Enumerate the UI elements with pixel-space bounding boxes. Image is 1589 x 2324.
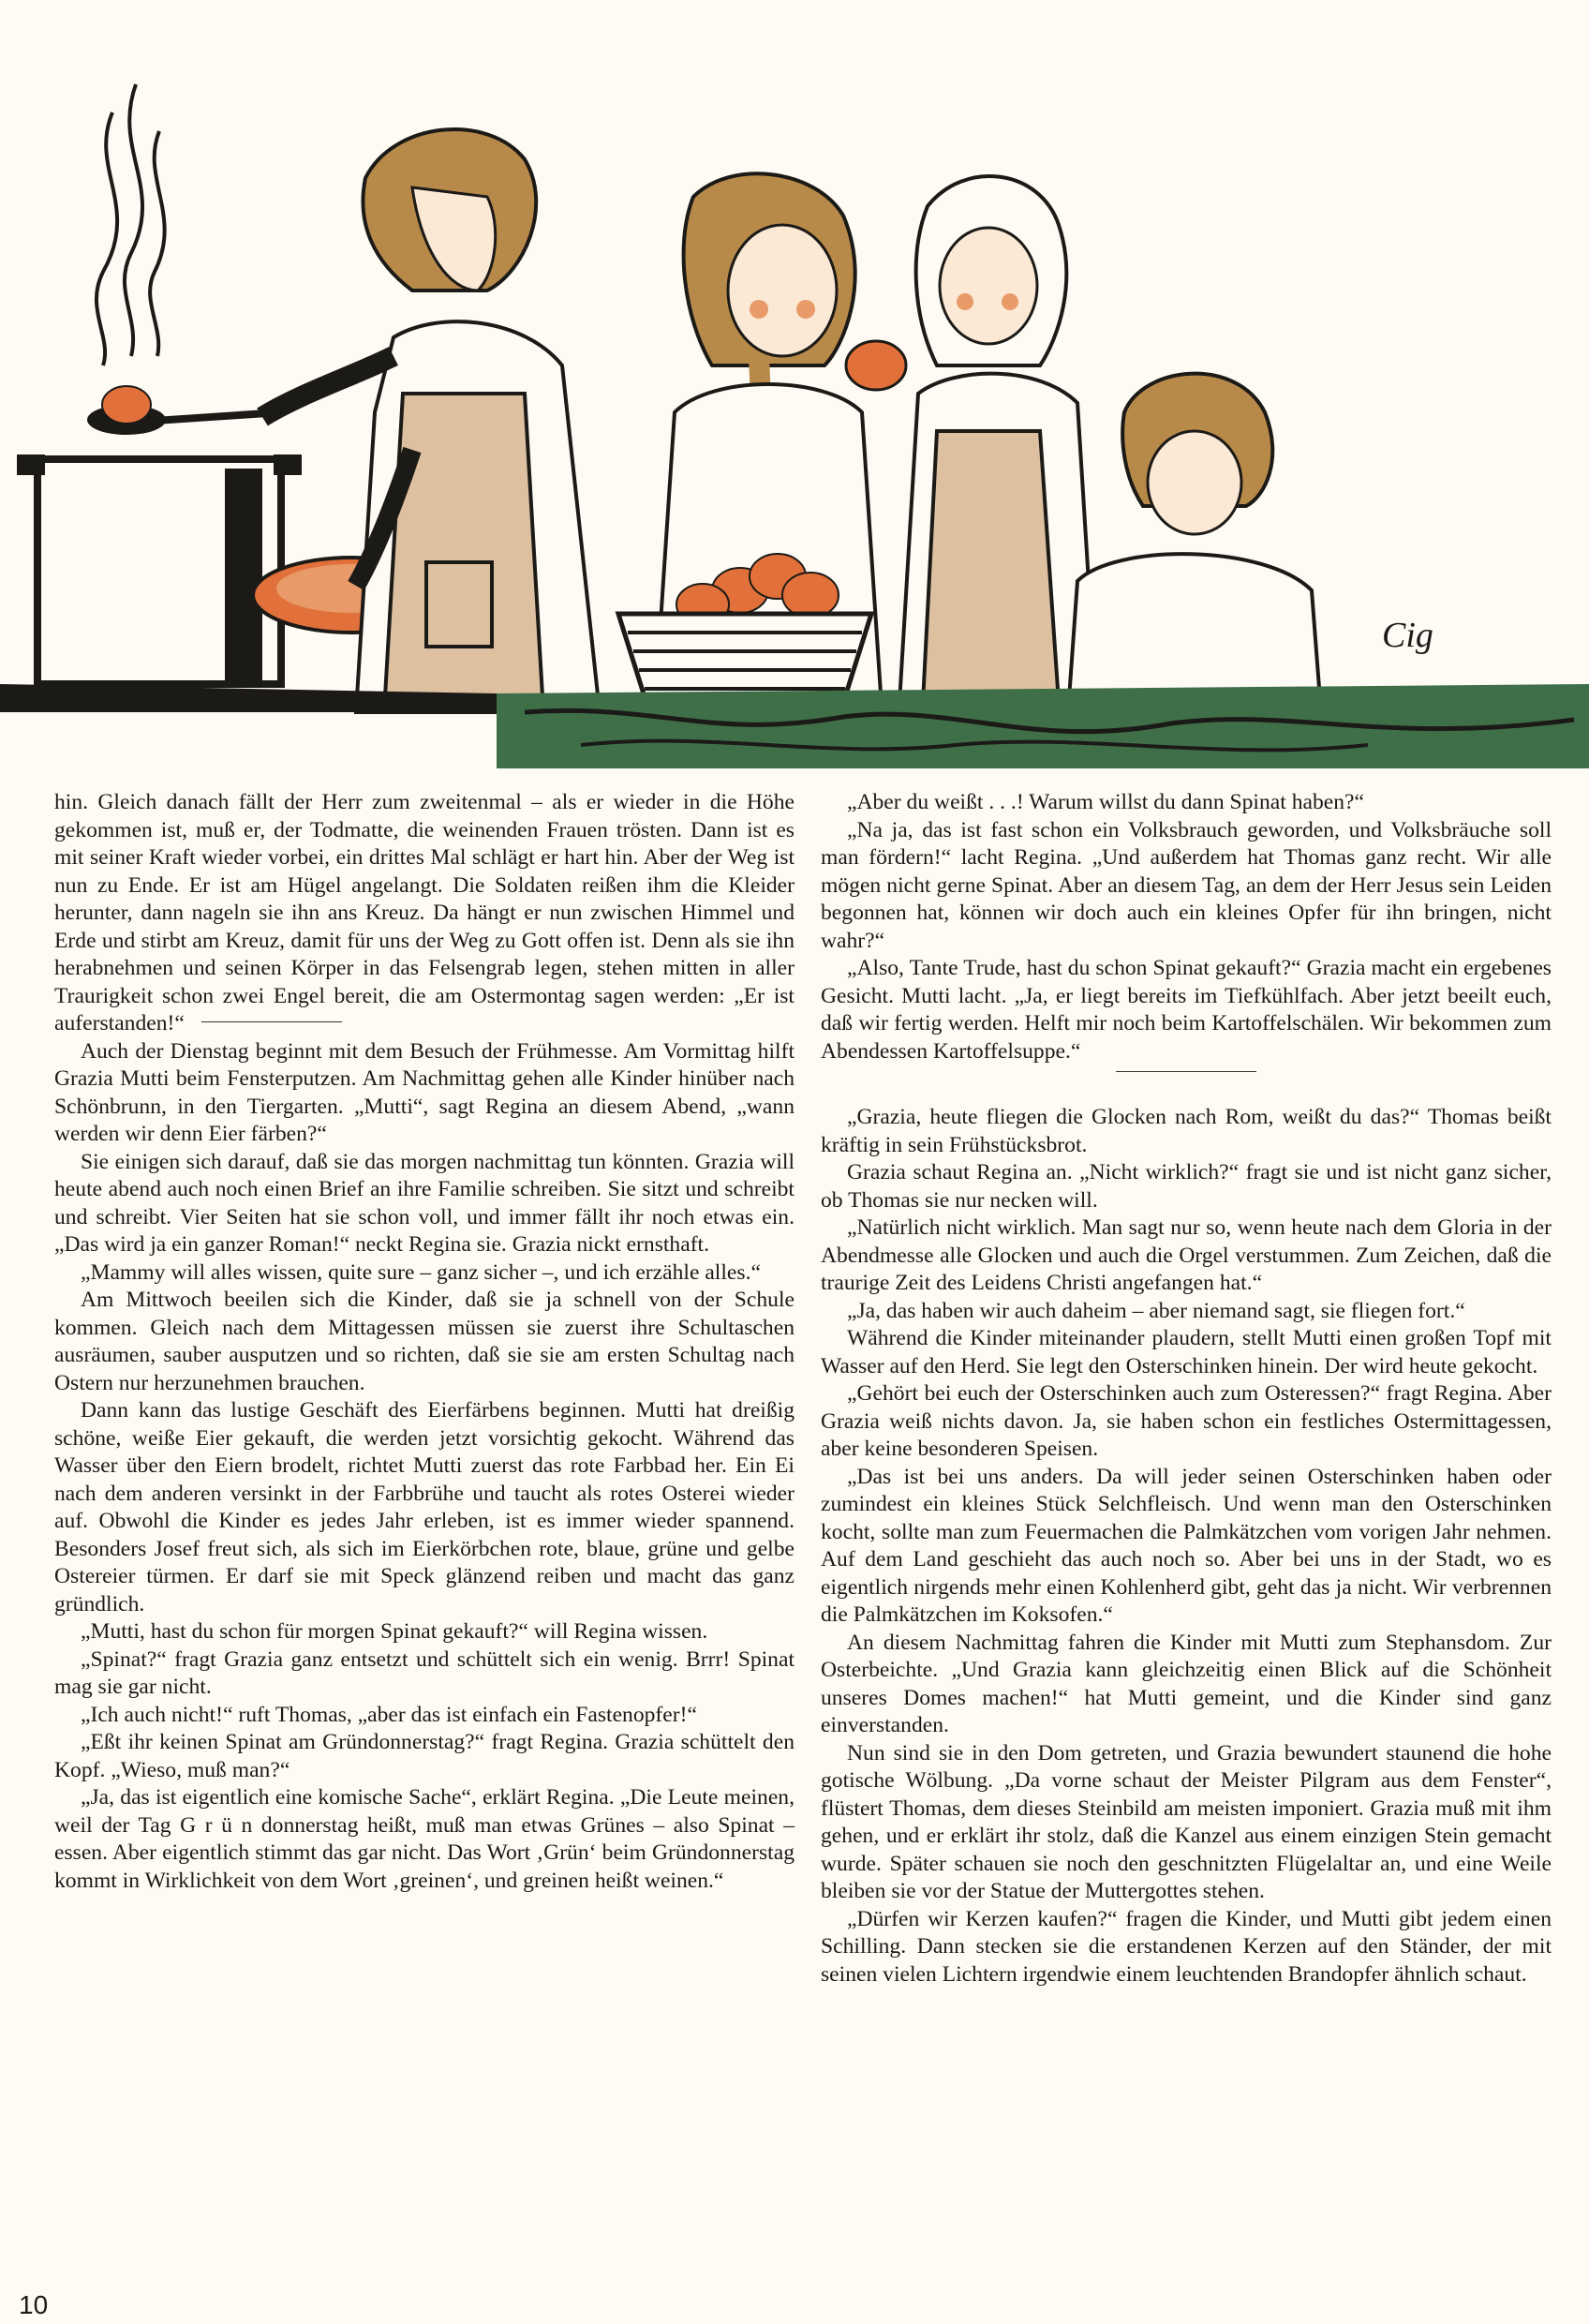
paragraph: „Spinat?“ fragt Grazia ganz entsetzt und schüttelt sich ein wenig. Brrr! Spinat mag sie gar nicht. bbox=[54, 1646, 794, 1699]
steam-lines bbox=[97, 84, 165, 365]
artist-signature: Cig bbox=[1382, 616, 1433, 655]
paragraph: Auch der Dienstag beginnt mit dem Besuch der Frühmesse. Am Vormittag hilft Grazia Mutti beim Fensterputzen. Am Nachmittag gehen alle Kinder hinüber nach Schönbrunn, in den Tiergarten. „Mutti“, sagt Regina an diesem Abend, „wann werden wir denn Eier färben?“ bbox=[54, 1038, 794, 1146]
boy-figure bbox=[1068, 374, 1321, 712]
paragraph: An diesem Nachmittag fahren die Kinder mit Mutti zum Stephansdom. Zur Osterbeichte. „Und Grazia kann gleichzeitig einen Blick auf die Schönheit unseres Domes machen!“ hat Mutti gemeint, und die Kinder sind ganz einverstanden. bbox=[821, 1630, 1552, 1737]
paragraph: „Gehört bei euch der Osterschinken auch zum Osteressen?“ fragt Regina. Aber Grazia weiß nichts davon. Ja, sie haben schon ein festliches Ostermittagessen, aber keine besonderen Speisen. bbox=[821, 1381, 1552, 1461]
paragraph: „Ja, das ist eigentlich eine komische Sache“, erklärt Regina. „Die Leute meinen, weil der Tag G r ü n donnerstag heißt, muß man etwas Grünes – also Spinat – essen. Aber eigentlich stimmt das gar nicht. Das Wort ‚Grün‘ beim Gründonnerstag kommt in Wirklichkeit von dem Wort ‚greinen‘, und greinen heißt weinen.“ bbox=[54, 1785, 794, 1893]
paragraph: „Also, Tante Trude, hast du schon Spinat gekauft?“ Grazia macht ein ergebenes Gesicht. Mutti lacht. „Ja, er liegt bereits im Tiefkühlfach. Aber jetzt beeilt euch, daß wir fertig werden. Helft mir noch beim Kartoffelschälen. Wir bekommen zum Abendessen Kartoffelsuppe.“ bbox=[821, 956, 1552, 1064]
page-number: 10 bbox=[19, 2290, 49, 2319]
left-text-column bbox=[54, 789, 794, 1895]
paragraph: „Ja, das haben wir auch daheim – aber niemand sagt, sie fliegen fort.“ bbox=[847, 1298, 1465, 1323]
paragraph: Nun sind sie in den Dom getreten, und Grazia bewundert staunend die hohe gotische Wölbung. „Da vorne schaut der Meister Pilgram aus dem Fenster“, flüstert Thomas, dem dieses Steinbild am meisten imponiert. Grazia muß mit ihm gehen, und er erklärt ihr stolz, daß die Kanzel aus einem einzigen Stein gemacht wurde. Später schauen sie noch den geschnitzten Flügelaltar an, und eine Weile bleiben sie vor der Statue der Muttergottes stehen. bbox=[821, 1740, 1552, 1903]
paragraph: „Mammy will alles wissen, quite sure – ganz sicher –, und ich erzähle alles.“ bbox=[81, 1259, 761, 1285]
paragraph: „Grazia, heute fliegen die Glocken nach Rom, weißt du das?“ Thomas beißt kräftig in sein Frühstücksbrot. bbox=[821, 1105, 1552, 1157]
paragraph: „Mutti, hast du schon für morgen Spinat gekauft?“ will Regina wissen. bbox=[81, 1619, 708, 1644]
section-divider bbox=[201, 1021, 342, 1022]
section-gap bbox=[821, 1080, 1552, 1104]
family-cooking-eggs-illustration bbox=[0, 56, 1589, 768]
paragraph: Am Mittwoch beeilen sich die Kinder, daß sie ja schnell von der Schule kommen. Gleich nach dem Mittagessen müssen sie zuerst ihre Schultaschen ausräumen, sauber ausputzen und so richten, daß sie sie am ersten Schultag nach Ostern nur herzunehmen brauchen. bbox=[54, 1288, 794, 1395]
paragraph: „Das ist bei uns anders. Da will jeder seinen Osterschinken haben oder zumindest ein kleines Stück Selchfleisch. Und wenn man den Osterschinken kocht, sollte man zum Feuermachen die Palmkätzchen vom vorigen Jahr nehmen. Auf dem Land geschieht das auch noch so. Aber bei uns in der Stadt, wo es eigentlich nirgends mehr einen Kohlenherd gibt, geht das ja nicht. Wir verbrennen die Palmkätzchen im Koksofen.“ bbox=[821, 1464, 1552, 1627]
paragraph: „Natürlich nicht wirklich. Man sagt nur so, wenn heute nach dem Gloria in der Abendmesse alle Glocken und auch die Orgel verstummen. Zum Zeichen, daß die traurige Zeit des Leidens Christi angefangen hat.“ bbox=[821, 1215, 1552, 1295]
right-text-column bbox=[821, 789, 1552, 1989]
paragraph: Grazia schaut Regina an. „Nicht wirklich?“ fragt sie und ist nicht ganz sicher, ob Thomas sie nur necken will. bbox=[821, 1160, 1552, 1213]
spoon-with-egg bbox=[87, 386, 281, 435]
paragraph: Während die Kinder miteinander plaudern, stellt Mutti einen großen Topf mit Wasser auf den Herd. Sie legt den Osterschinken hinein. Der wird heute gekocht. bbox=[821, 1326, 1552, 1378]
paragraph: „Na ja, das ist fast schon ein Volksbrauch geworden, und Volksbräuche soll man fördern!“ lacht Regina. „Und außerdem hat Thomas ganz recht. Wir alle mögen nicht gerne Spinat. Aber an diesem Tag, an dem der Herr Jesus sein Leiden begonnen hat, können wir doch auch ein kleines Opfer für ihn bringen, nicht wahr?“ bbox=[821, 817, 1552, 953]
paragraph: „Dürfen wir Kerzen kaufen?“ fragen die Kinder, und Mutti gibt jedem einen Schilling. Dann stecken sie die erstandenen Kerzen auf den Ständer, der mit seinen vielen Lichtern irgendwie einem leuchtenden Brandopfer ähnlich schaut. bbox=[821, 1906, 1552, 1987]
paragraph: „Aber du weißt . . .! Warum willst du dann Spinat haben?“ bbox=[847, 790, 1364, 814]
paragraph: „Ich auch nicht!“ ruft Thomas, „aber das ist einfach ein Fastenopfer!“ bbox=[81, 1702, 697, 1727]
paragraph bbox=[54, 789, 794, 1038]
older-girl-figure bbox=[899, 176, 1096, 703]
section-divider bbox=[1116, 1071, 1256, 1072]
paragraph: „Eßt ihr keinen Spinat am Gründonnerstag?“ fragt Regina. Grazia schüttelt den Kopf. „Wieso, muß man?“ bbox=[54, 1730, 794, 1782]
cooking-pot bbox=[17, 454, 302, 684]
paragraph-text: hin. Gleich danach fällt der Herr zum zweitenmal – als er wieder in die Höhe gekommen ist, muß er, der Todmatte, die weinenden Frauen trösten. Dann ist es mit seiner Kraft wieder vorbei, ein drittes Mal schlägt er hart hin. Aber der Weg ist nun zu Ende. Er ist am Hügel angelangt. Die Soldaten reißen ihm die Kleider herunter, dann nageln sie ihn ans Kreuz. Da hängt er nun zwischen Himmel und Erde und stirbt am Kreuz, damit für uns der Weg zu Gott offen ist. Denn als sie ihn herabnehmen und seinen Körper in das Felsengrab legen, stehen mitten in aller Traurigkeit schon zwei Engel bereit, die am Ostermontag sagen werden: „Er ist auferstanden!“ bbox=[54, 790, 794, 1035]
paragraph: Dann kann das lustige Geschäft des Eierfärbens beginnen. Mutti hat dreißig schöne, weiße Eier gekauft, die werden jetzt vorsichtig gekocht. Während das Wasser über den Eiern brodelt, richtet Mutti zuerst das rote Farbbad her. Ein Ei nach dem anderen versinkt in der Farbbrühe und taucht als rotes Osterei wieder auf. Obwohl die Kinder es jedes Jahr erleben, ist es immer wieder spannend. Besonders Josef freut sich, als sich im Eierkörbchen rote, blaue, grüne und gelbe Ostereier türmen. Er darf sie mit Speck glänzend reiben und macht das ganz gründlich. bbox=[54, 1398, 794, 1616]
paragraph: Sie einigen sich darauf, daß sie das morgen nachmittag tun könnten. Grazia will heute abend auch noch einen Brief an ihre Familie schreiben. Sie sitzt und schreibt und schreibt. Vier Seiten hat sie schon voll, und immer fällt ihr noch etwas ein. „Das wird ja ein ganzer Roman!“ neckt Regina sie. Grazia nickt ernsthaft. bbox=[54, 1149, 794, 1257]
wooden-table bbox=[0, 684, 1589, 768]
